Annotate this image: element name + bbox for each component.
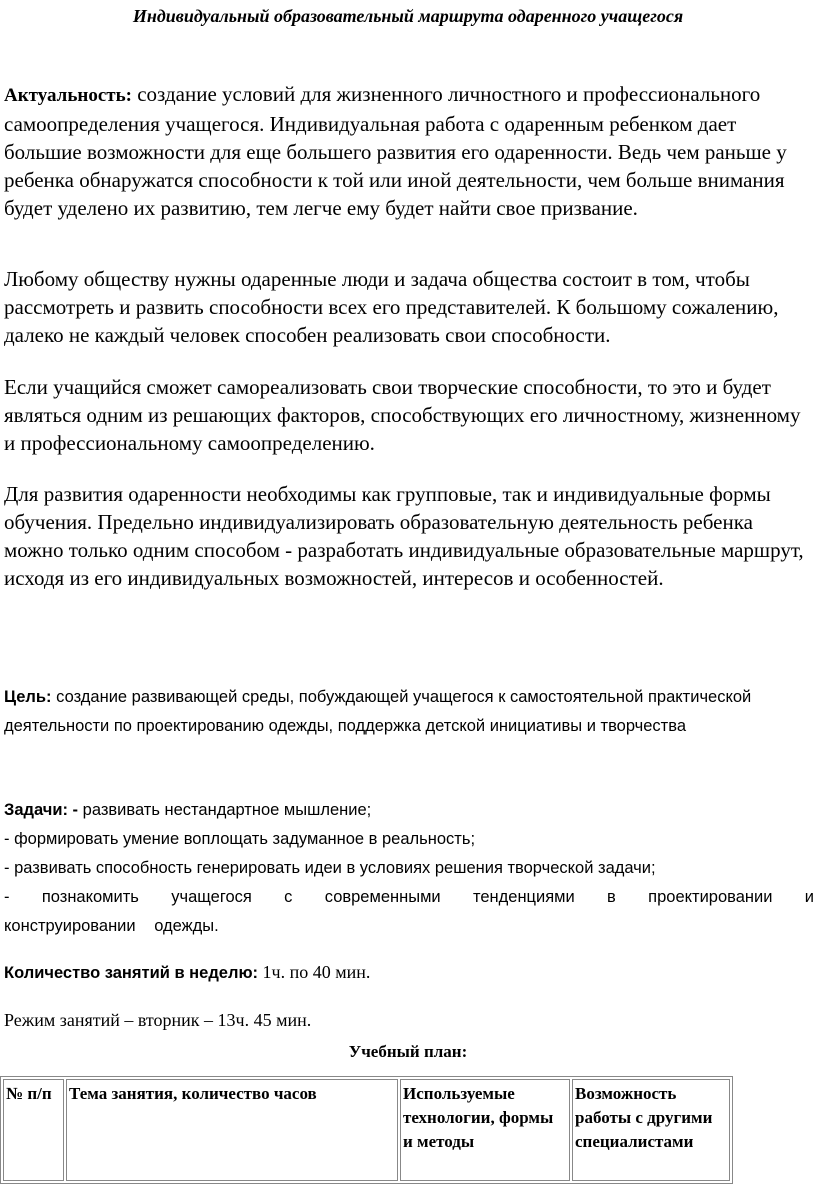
- schedule-line: Режим занятий – вторник – 13ч. 45 мин.: [4, 1010, 312, 1030]
- tasks-label: Задачи: -: [4, 801, 79, 819]
- task-item: - развивать способность генерировать идеи в условиях решения творческой задачи;: [4, 859, 656, 877]
- goal-label: Цель:: [4, 688, 52, 706]
- lessons-value: 1ч. по 40 мин.: [258, 962, 371, 982]
- task-item: - формировать умение воплощать задуманное в реальность;: [4, 830, 476, 848]
- lessons-label: Количество занятий в неделю:: [4, 964, 259, 982]
- header-technologies: Используемые технологии, формы и методы: [400, 1079, 570, 1181]
- plan-table: [0, 1076, 733, 1184]
- relevance-text: создание условий для жизненного личностного и профессионального самоопределения учащегося. Индивидуальная работа с одаренным ребенком дает большие возможности для еще большего развития его одаренности. Ведь чем раньше у ребенка обнаружатся способности к той или иной деятельности, чем больше внимания будет уделено их развитию, тем легче ему будет найти свое призвание.: [4, 82, 787, 220]
- document-title: Индивидуальный образовательный маршрута одаренного учащегося: [132, 6, 684, 26]
- relevance-paragraph: [4, 80, 816, 222]
- task-item: - познакомить учащегося с современными тенденциями в проектировании и конструировании одежды.: [4, 888, 814, 935]
- task-first-text: развивать нестандартное мышление;: [78, 801, 372, 819]
- tasks-block: [4, 796, 814, 941]
- plan-caption: Учебный план:: [348, 1042, 468, 1061]
- header-specialists: Возможность работы с другими специалистами: [572, 1079, 730, 1181]
- header-number: № п/п: [3, 1079, 64, 1181]
- relevance-label: Актуальность:: [4, 85, 132, 106]
- paragraph-society: Любому обществу нужны одаренные люди и задача общества состоит в том, чтобы рассмотреть и развить способности всех его представителей. К большому сожалению, далеко не каждый человек способен реализовать свои способности.: [4, 267, 779, 347]
- table-header-row: [3, 1079, 730, 1181]
- task-first: [4, 796, 814, 825]
- goal-paragraph: [4, 683, 814, 741]
- paragraph-development: Для развития одаренности необходимы как групповые, так и индивидуальные формы обучения. Предельно индивидуализировать образовательную деятельность ребенка можно только одним способом - разработать индивидуальные образовательные маршрут, исходя из его индивидуальных возможностей, интересов и особенностей.: [4, 482, 804, 590]
- header-topic: Тема занятия, количество часов: [66, 1079, 398, 1181]
- lessons-line: [4, 958, 814, 988]
- goal-text: создание развивающей среды, побуждающей учащегося к самостоятельной практической деятельности по проектированию одежды, поддержка детской инициативы и творчества: [4, 688, 752, 735]
- paragraph-self-realization: Если учащийся сможет самореализовать свои творческие способности, то это и будет являться одним из решающих факторов, способствующих его личностному, жизненному и профессиональному самоопределению.: [4, 375, 801, 455]
